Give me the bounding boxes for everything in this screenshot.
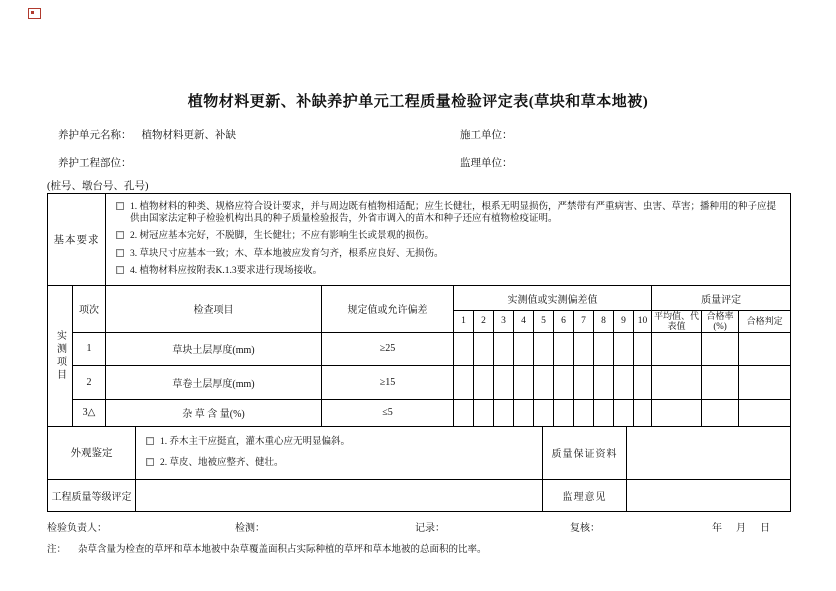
measure-col-header: 6 bbox=[554, 311, 574, 333]
checkbox-icon[interactable] bbox=[116, 202, 124, 210]
appearance-item-1 bbox=[146, 436, 542, 448]
grade-area bbox=[136, 479, 543, 511]
header-check-item: 检查项目 bbox=[106, 286, 322, 333]
judge-cell bbox=[739, 332, 791, 365]
stake-note: (桩号、墩台号、孔号) bbox=[47, 181, 149, 192]
qa-docs-area bbox=[627, 426, 791, 479]
tester-label: 检测： bbox=[235, 523, 265, 534]
page-title: 植物材料更新、补缺养护单元工程质量检验评定表(草块和草本地被) bbox=[187, 94, 649, 110]
appearance-item-2 bbox=[146, 457, 542, 469]
measured-cell bbox=[634, 332, 652, 365]
judge-cell bbox=[739, 399, 791, 426]
requirement-item-4 bbox=[116, 265, 784, 277]
avg-cell bbox=[652, 399, 702, 426]
note-label: 注： bbox=[47, 545, 67, 555]
pass-rate-cell bbox=[702, 332, 739, 365]
basic-requirements-section bbox=[47, 193, 791, 286]
requirement-item-3 bbox=[116, 248, 784, 260]
measured-cell bbox=[614, 399, 634, 426]
measure-col-header: 2 bbox=[474, 311, 494, 333]
reviewer-label: 复核： bbox=[570, 523, 600, 534]
supervision-unit-label: 监理单位： bbox=[460, 158, 513, 169]
supervision-opinion-label: 监理意见 bbox=[543, 479, 627, 511]
appearance-item-text: 2. 草皮、地被应整齐、健壮。 bbox=[160, 458, 284, 469]
header-measured-values: 实测值或实测偏差值 bbox=[454, 286, 652, 311]
requirement-item-2 bbox=[116, 230, 784, 242]
requirement-item-text: 3. 草块尺寸应基本一致；木、草本地被应发育匀齐，根系应良好、无损伤。 bbox=[130, 248, 444, 259]
check-item-name: 草块土层厚度(mm) bbox=[106, 332, 322, 365]
basic-requirements-content bbox=[106, 194, 791, 286]
spec-value: ≥15 bbox=[322, 365, 454, 399]
measure-col-header: 8 bbox=[594, 311, 614, 333]
requirement-item-text: 1. 植物材料的种类、规格应符合设计要求，并与周边既有植物相适配；应生长健壮，根系无明显损伤，严禁带有严重病害、虫害、草害；播种用的种子应提供由国家法定种子检验机构出具的种子质量检验报告，外省市调入的苗木和种子还应有植物检疫证明。 bbox=[130, 201, 777, 224]
row-no: 3△ bbox=[73, 399, 106, 426]
checkbox-icon[interactable] bbox=[116, 231, 124, 239]
measured-cell bbox=[574, 332, 594, 365]
table-row bbox=[48, 399, 791, 426]
measured-items-side-cell bbox=[48, 286, 73, 427]
table-row bbox=[48, 332, 791, 365]
unit-name-label: 养护单元名称： bbox=[58, 130, 132, 141]
measured-cell bbox=[594, 365, 614, 399]
avg-cell bbox=[652, 365, 702, 399]
measure-col-header: 3 bbox=[494, 311, 514, 333]
unit-name-value: 植物材料更新、补缺 bbox=[141, 130, 236, 141]
measured-cell bbox=[594, 332, 614, 365]
note bbox=[47, 541, 487, 555]
measure-col-header: 4 bbox=[514, 311, 534, 333]
supervision-opinion-area bbox=[627, 479, 791, 511]
measured-cell bbox=[614, 365, 634, 399]
construction-unit-label: 施工单位： bbox=[460, 130, 513, 141]
measured-cell bbox=[594, 399, 614, 426]
header-pass-judgement: 合格判定 bbox=[739, 311, 791, 333]
header-spec: 规定值或允许偏差 bbox=[322, 286, 454, 333]
checkbox-icon[interactable] bbox=[146, 437, 154, 445]
appearance-grade-section bbox=[47, 426, 791, 512]
measure-col-header: 10 bbox=[634, 311, 652, 333]
measured-cell bbox=[554, 365, 574, 399]
header-item-no: 项次 bbox=[73, 286, 106, 333]
inspector-label: 检验负责人： bbox=[47, 523, 107, 534]
measured-cell bbox=[634, 365, 652, 399]
spec-value: ≤5 bbox=[322, 399, 454, 426]
measured-cell bbox=[574, 365, 594, 399]
measured-cell bbox=[514, 365, 534, 399]
requirement-item-text: 4. 植物材料应按附表K.1.3要求进行现场接收。 bbox=[130, 266, 323, 277]
measured-cell bbox=[554, 399, 574, 426]
measured-cell bbox=[514, 332, 534, 365]
appearance-content bbox=[136, 426, 543, 479]
recorder-label: 记录： bbox=[415, 523, 445, 534]
measured-cell bbox=[554, 332, 574, 365]
avg-cell bbox=[652, 332, 702, 365]
appearance-label: 外观鉴定 bbox=[48, 426, 136, 479]
measured-cell bbox=[474, 365, 494, 399]
measured-items-section bbox=[47, 285, 791, 427]
header-avg-value: 平均值、代表值 bbox=[652, 311, 702, 333]
broken-image-icon bbox=[28, 8, 41, 19]
header-quality-eval: 质量评定 bbox=[652, 286, 791, 311]
measured-cell bbox=[514, 399, 534, 426]
check-item-name: 杂 草 含 量(%) bbox=[106, 399, 322, 426]
checkbox-icon[interactable] bbox=[116, 266, 124, 274]
requirement-item-1 bbox=[116, 201, 784, 226]
requirement-item-text: 2. 树冠应基本完好，不脱脚，生长健壮；不应有影响生长或景观的损伤。 bbox=[130, 231, 435, 242]
header-pass-rate: 合格率(%) bbox=[702, 311, 739, 333]
measured-cell bbox=[614, 332, 634, 365]
table-row bbox=[48, 365, 791, 399]
measured-cell bbox=[494, 365, 514, 399]
qa-docs-label: 质量保证资料 bbox=[543, 426, 627, 479]
measure-col-header: 7 bbox=[574, 311, 594, 333]
measured-items-label: 实测项目 bbox=[54, 329, 66, 382]
measured-cell bbox=[534, 399, 554, 426]
measured-cell bbox=[494, 332, 514, 365]
basic-requirements-label: 基本要求 bbox=[48, 194, 106, 286]
row-no: 2 bbox=[73, 365, 106, 399]
judge-cell bbox=[739, 365, 791, 399]
measured-cell bbox=[534, 365, 554, 399]
appearance-item-text: 1. 乔木主干应挺直，灌木重心应无明显偏斜。 bbox=[160, 436, 351, 447]
measured-cell bbox=[494, 399, 514, 426]
measured-cell bbox=[574, 399, 594, 426]
measure-col-header: 1 bbox=[454, 311, 474, 333]
measured-cell bbox=[474, 332, 494, 365]
checkbox-icon[interactable] bbox=[146, 458, 154, 466]
measured-cell bbox=[454, 365, 474, 399]
date-label: 年 月 日 bbox=[712, 523, 772, 534]
measured-cell bbox=[454, 332, 474, 365]
measured-cell bbox=[634, 399, 652, 426]
measured-cell bbox=[474, 399, 494, 426]
measure-col-header: 9 bbox=[614, 311, 634, 333]
row-no: 1 bbox=[73, 332, 106, 365]
measured-cell bbox=[454, 399, 474, 426]
maintenance-part-label: 养护工程部位： bbox=[58, 158, 132, 169]
note-text: 杂草含量为检查的草坪和草本地被中杂草覆盖面积占实际种植的草坪和草本地被的总面积的比率。 bbox=[78, 545, 487, 555]
inspection-form-table bbox=[47, 193, 790, 512]
spec-value: ≥25 bbox=[322, 332, 454, 365]
pass-rate-cell bbox=[702, 365, 739, 399]
measure-col-header: 5 bbox=[534, 311, 554, 333]
unit-name-field bbox=[58, 127, 236, 142]
measured-cell bbox=[534, 332, 554, 365]
check-item-name: 草卷土层厚度(mm) bbox=[106, 365, 322, 399]
grade-label: 工程质量等级评定 bbox=[48, 479, 136, 511]
pass-rate-cell bbox=[702, 399, 739, 426]
checkbox-icon[interactable] bbox=[116, 249, 124, 257]
